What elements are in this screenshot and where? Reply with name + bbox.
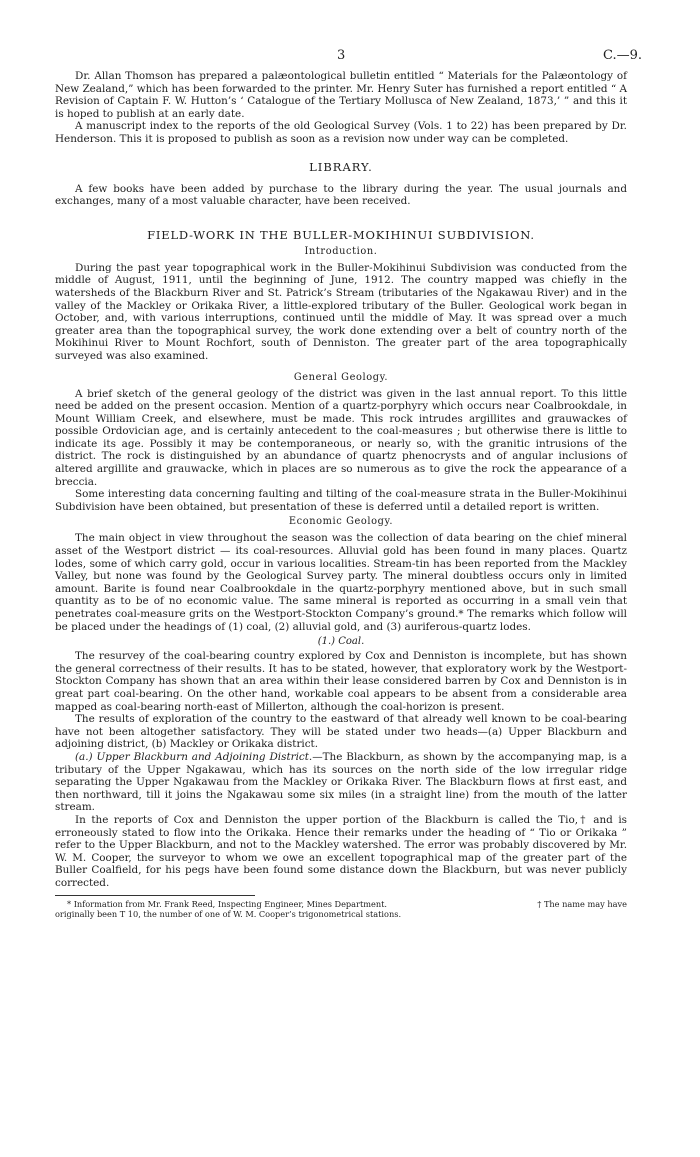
paragraph-library: A few books have been added by purchase to the library during the year. The usual journals and exchanges, many of a most valuable character, have been received. (55, 182, 627, 208)
footnote-rule (55, 895, 255, 896)
economic-geology-heading: Economic Geology. (288, 516, 394, 528)
upper-blackburn-lead: (a.) Upper Blackburn and Adjoining District. (75, 750, 313, 763)
paragraph-introduction: During the past year topographical work in the Buller-Mokihinui Subdivision was conducted from the middle of August, 1911, until the beginning of June, 1912. The country mapped was chiefly in the watersheds of the Blackburn River and St. Patrick’s Stream (tributaries of the Ngakawau River) and in the valley of the Mackley or Orikaka River, a little-explored tributary of the Buller. Geological work began in October, and, with various interruptions, continued until the middle of May. It was spread over a much greater area than the topographical survey, the work done extending over a belt of country north of the Mokihinui River to Mount Rochfort, south of Denniston. The greater part of the area topographically surveyed was also examined. (55, 261, 627, 362)
paragraph-coal-resurvey: The resurvey of the coal-bearing country explored by Cox and Denniston is incomplete, but has shown the general correctness of their results. It has to be stated, however, that exploratory work by the Westport-Stockton Company has shown that an area within their lease considered barren by Cox and Denniston is in great part coal-bearing. On the other hand, workable coal appears to be absent from a considerable area mapped as coal-bearing north-east of Millerton, although the coal-horizon is present. (55, 650, 627, 713)
library-heading: LIBRARY. (309, 159, 373, 174)
document-reference: C.—9. (602, 48, 642, 63)
general-geology-heading: General Geology. (293, 371, 389, 383)
footnote-dagger: † The name may have (537, 899, 627, 910)
paragraph-coal-exploration: The results of exploration of the country to the eastward of that already well known to be coal-bearing have not been altogether satisfactory. They will be stated under two heads—(a) Upper Blackburn and adjoining district, (b) Mackley or Orikaka district. (55, 713, 627, 751)
footnote-star: * Information from Mr. Frank Reed, Inspecting Engineer, Mines Department. (67, 899, 388, 910)
paragraph-palaeontology: Dr. Allan Thomson has prepared a palæontological bulletin entitled “ Materials for the Palæontology of New Zealand,” which has been forwarded to the printer. Mr. Henry Suter has furnished a report entitled “ A Revision of Captain F. W. Hutton’s ‘ Catalogue of the Tertiary Mollusca of New Zealand, 1873,’ ” and this it is hoped to publish at an early date. (55, 70, 628, 120)
paragraph-faulting: Some interesting data concerning faulting and tilting of the coal-measure strata in the Buller-Mokihinui Subdivision have been obtained, but presentation of these is deferred until a detailed report is written. (55, 488, 627, 513)
upper-blackburn-text: —The Blackburn, as shown by the accompanying map, is a tributary of the Upper Ngakawau, which has its sources on the north side of the low irregular ridge separating the Upper Ngakawau from the Mackley or Orikaka River. The Blackburn flows at first east, and then northward, till it joins the Ngakawau some six miles (in a straight line) from the mouth of the latter stream. (55, 750, 628, 814)
paragraph-manuscript-index: A manuscript index to the reports of the old Geological Survey (Vols. 1 to 22) has been prepared by Dr. Henderson. This it is proposed to publish as soon as a revision now under way can be completed. (55, 120, 627, 145)
fieldwork-heading: FIELD-WORK IN THE BULLER-MOKIHINUI SUBDIVISION. (147, 227, 535, 242)
introduction-heading: Introduction. (304, 245, 378, 257)
page-number: 3 (337, 48, 346, 63)
footnote-dagger-continued: originally been T 10, the number of one of W. M. Cooper’s trigonometrical stations. (55, 909, 402, 920)
document-page (55, 48, 642, 920)
paragraph-upper-blackburn (55, 751, 627, 814)
page-header (55, 48, 642, 70)
paragraph-tio-orikaka: In the reports of Cox and Denniston the upper portion of the Blackburn is called the Tio,† and is erroneously stated to flow into the Orikaka. Hence their remarks under the heading of “ Tio or Orikaka ” refer to the Upper Blackburn, and not to the Mackley watershed. The error was probably discovered by Mr. W. M. Cooper, the surveyor to whom we owe an excellent topographical map of the greater part of the Buller Coalfield, for his pegs have been found some distance down the Blackburn, but was never publicly corrected. (55, 813, 627, 889)
coal-heading: (1.) Coal. (317, 636, 365, 648)
paragraph-economic-geology: The main object in view throughout the season was the collection of data bearing on the chief mineral asset of the Westport district — its coal-resources. Alluvial gold has been found in many places. Quartz lodes, some of which carry gold, occur in various localities. Stream-tin has been reported from the Mackley Valley, but none was found by the Geological Survey party. The mineral doubtless occurs only in limited amount. Barite is found near Coalbrookdale in the quartz-porphyry mentioned above, but in such small quantity as to be of no economic value. The same mineral is reported as occurring in a small vein that penetrates coal-measure grits on the Westport-Stockton Company’s ground.* The remarks which follow will be placed under the headings of (1) coal, (2) alluvial gold, and (3) auriferous-quartz lodes. (55, 532, 627, 633)
footnotes (55, 899, 627, 909)
paragraph-general-geology: A brief sketch of the general geology of the district was given in the last annual report. To this little need be added on the present occasion. Mention of a quartz-porphyry which occurs near Coalbrookdale, in Mount William Creek, and elsewhere, must be made. This rock intrudes argillites and grauwackes of possible Ordovician age, and is certainly antecedent to the coal-measures ; but otherwise there is little to indicate its age. Possibly it may be contemporaneous, or nearly so, with the granitic intrusions of the district. The rock is distinguished by an abundance of quartz phenocrysts and of angular inclusions of altered argillite and grauwacke, which in places are so numerous as to give the rock the appearance of a breccia. (55, 387, 627, 488)
